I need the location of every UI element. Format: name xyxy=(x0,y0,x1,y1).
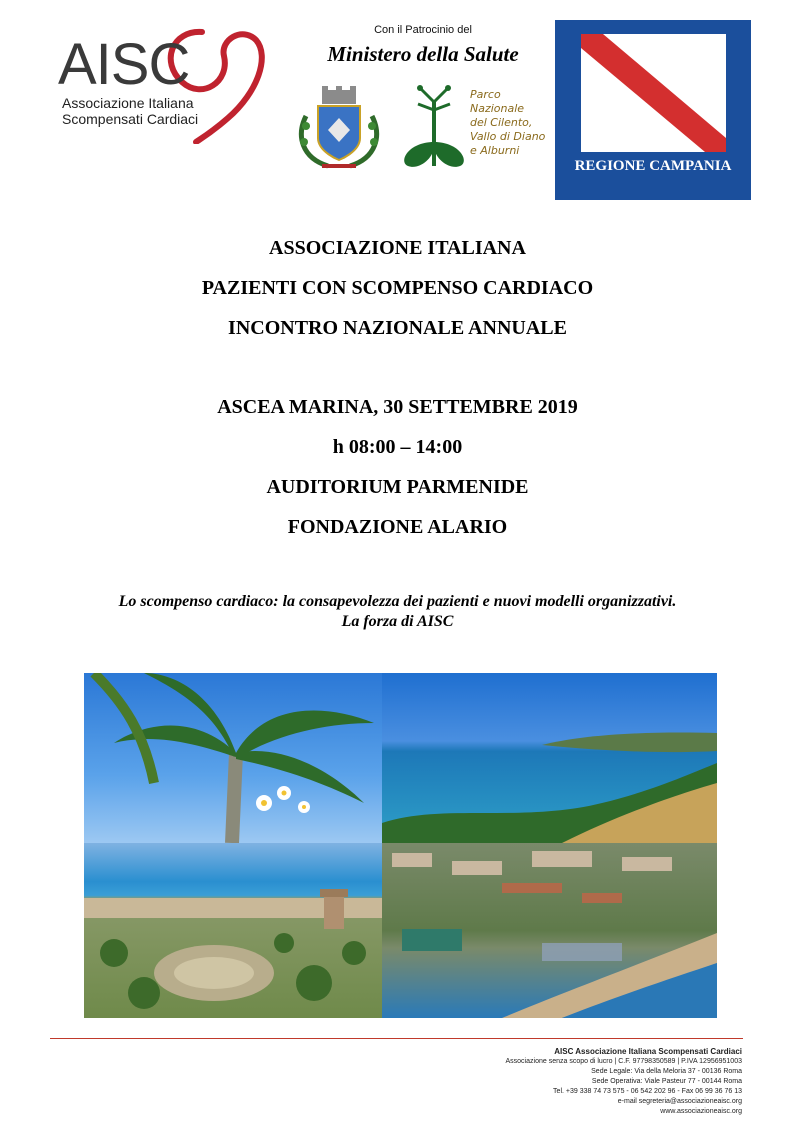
photo-coastline xyxy=(382,673,717,843)
aisc-wordmark: AISC xyxy=(58,32,190,97)
municipal-crest-logo xyxy=(292,86,386,172)
regione-campania-logo xyxy=(555,20,751,200)
region-label: REGIONE CAMPANIA xyxy=(574,158,732,174)
park-line2: del Cilento, xyxy=(470,116,533,129)
park-line3: Vallo di Diano xyxy=(470,130,546,143)
photo-tower-ruins xyxy=(84,843,382,1018)
aisc-logo xyxy=(52,22,272,144)
footer-line1: Associazione senza scopo di lucro | C.F. 97798350589 | P.IVA 12956951003 xyxy=(505,1058,742,1065)
event-venue: AUDITORIUM PARMENIDE xyxy=(266,476,529,498)
park-name xyxy=(470,88,558,158)
photo-collage xyxy=(84,673,717,1018)
aisc-name-line1: Associazione Italiana xyxy=(62,95,194,111)
patronage-block xyxy=(292,24,554,67)
crest-icon xyxy=(292,86,386,172)
region-emblem xyxy=(581,34,726,152)
event-details xyxy=(0,397,795,557)
footer-rule xyxy=(50,1038,743,1039)
aisc-name-line2: Scompensati Cardiaci xyxy=(62,111,199,127)
event-foundation: FONDAZIONE ALARIO xyxy=(287,516,508,538)
subtitle-line2: La forza di AISC xyxy=(341,613,454,630)
park-line4: e Alburni xyxy=(470,144,520,157)
photo-palm-trees xyxy=(84,673,382,843)
event-time: h 08:00 – 14:00 xyxy=(332,436,463,458)
title-line3: INCONTRO NAZIONALE ANNUALE xyxy=(228,317,567,339)
event-place-date: ASCEA MARINA, 30 SETTEMBRE 2019 xyxy=(217,396,578,418)
footer-line4: Tel. +39 338 74 73 575 - 06 542 202 96 - Fax 06 99 36 76 13 xyxy=(553,1088,742,1095)
patronage-label: Con il Patrocinio del xyxy=(374,24,472,36)
footer xyxy=(506,1046,743,1117)
event-title xyxy=(0,238,795,358)
region-stripe-icon xyxy=(581,34,726,152)
title-line1: ASSOCIAZIONE ITALIANA xyxy=(269,237,526,259)
footer-email[interactable]: e-mail segreteria@associazioneaisc.org xyxy=(617,1098,742,1105)
subtitle-line1: Lo scompenso cardiaco: la consapevolezza dei pazienti e nuovi modelli organizzativi. xyxy=(118,593,677,610)
park-line1: Parco Nazionale xyxy=(470,88,525,115)
footer-line3: Sede Operativa: Viale Pasteur 77 - 00144 Roma xyxy=(591,1078,742,1085)
ministry-name: Ministero della Salute xyxy=(327,42,519,66)
photo-beach-aerial xyxy=(382,843,717,1018)
park-plant-icon xyxy=(398,82,470,172)
footer-org: AISC Associazione Italiana Scompensati Cardiaci xyxy=(554,1047,742,1056)
title-line2: PAZIENTI CON SCOMPENSO CARDIACO xyxy=(201,277,594,299)
event-subtitle xyxy=(0,592,795,632)
footer-line2: Sede Legale: Via della Meloria 37 - 00136 Roma xyxy=(591,1068,742,1075)
national-park-logo xyxy=(398,82,558,172)
footer-website[interactable]: www.associazioneaisc.org xyxy=(660,1108,742,1115)
